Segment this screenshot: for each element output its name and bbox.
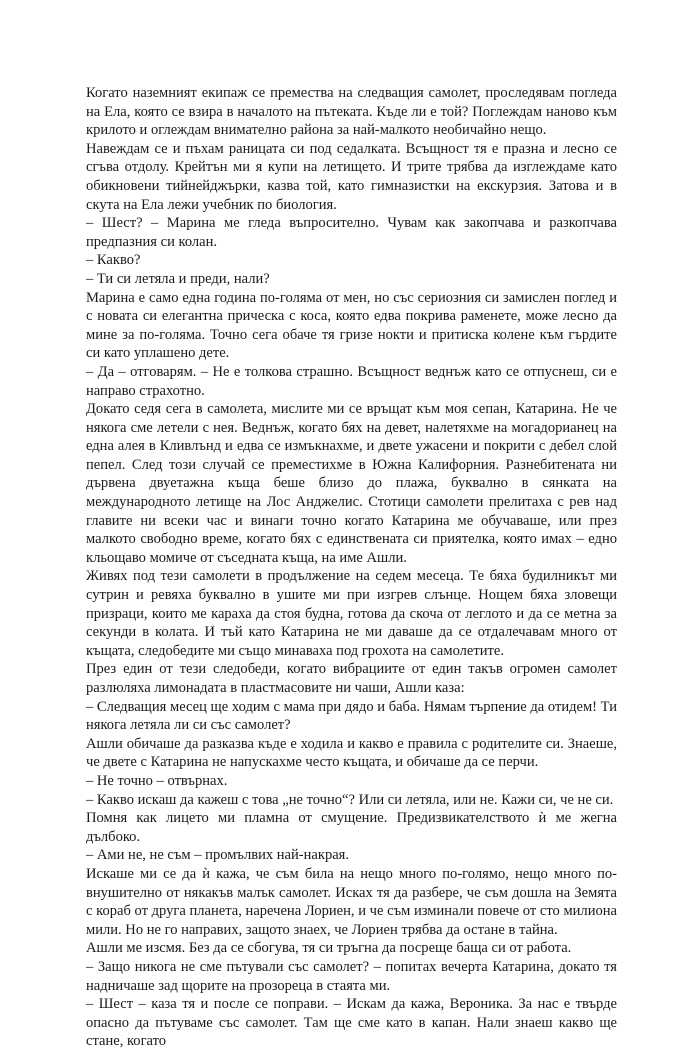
paragraph: – Какво искаш да кажеш с това „не точно“? Или си летяла, или не. Кажи си, че не си. xyxy=(86,791,614,808)
paragraph: Ашли обичаше да разказва къде е ходила и какво е правила с родителите си. Знаеше, че двете с Катарина не напускахме често къщата, и обичаше да се перчи. xyxy=(86,735,617,771)
body-text xyxy=(86,84,617,1051)
paragraph: – Ти си летяла и преди, нали? xyxy=(86,270,270,287)
paragraph: Ашли ме изсмя. Без да се сбогува, тя си тръгна да посреще баща си от работа. xyxy=(86,940,572,957)
paragraph: Навеждам се и пъхам раницата си под седалката. Всъщност тя е празна и лесно се сгъва отдолу. Крейтън ми я купи на летището. И трите трябва да изглеждаме като обикновени тийнейджърки, казва той, като гимназистки на екскурзия. Затова и в скута на Ела лежи учебник по биология. xyxy=(86,140,617,213)
paragraph: – Следващия месец ще ходим с мама при дядо и баба. Нямам търпение да отидем! Ти някога летяла ли си със самолет? xyxy=(86,698,617,734)
paragraph: – Шест? – Марина ме гледа въпросително. Чувам как закопчава и разкопчава предпазния си колан. xyxy=(86,215,617,250)
paragraph: Помня как лицето ми пламна от смущение. Предизвикателството ѝ ме жегна дълбоко. xyxy=(86,810,617,845)
paragraph: – Защо никога не сме пътували със самолет? – попитах вечерта Катарина, докато тя надничаше зад щорите на прозореца в стаята ми. xyxy=(86,958,617,994)
paragraph: Когато наземният екипаж се премества на следващия самолет, проследявам погледа на Ела, която се взира в началото на пътеката. Къде ли е той? Поглеждам наново към крилото и оглеждам внимателно района за най-малкото необичайно нещо. xyxy=(86,85,617,139)
paragraph: – Не точно – отвърнах. xyxy=(86,772,228,789)
paragraph: Докато седя сега в самолета, мислите ми се връщат към моя сепан, Катарина. Не че някога сме летели с нея. Веднъж, когато бях на девет, налетяхме на могадорианец на една алея в Кливлънд и едва се измъкнахме, и двете ужасени и покрити с дебел слой пепел. След този случай се преместихме в Южна Калифорния. Разнебитената ни дървена двуетажна къща беше близо до плажа, буквално в сянката на международното летище на Лос Анджелис. Стотици самолети прелитаха с рев над главите ни всеки час и винаги точно когато Катарина ме обучаваше, или през малкото свободно време, когато бях с единствената си приятелка, която имах – едно кльощаво момиче от съседната къща, на име Ашли. xyxy=(86,401,617,566)
paragraph: – Какво? xyxy=(86,252,141,269)
paragraph: Искаше ми се да ѝ кажа, че съм била на нещо много по-голямо, нещо много по-внушително от някакъв малък самолет. Исках тя да разбере, че съм дошла на Земята с кораб от друга планета, наречена Лориен, и че съм изминали повече от сто милиона мили. Но не го направих, защото знаех, че Лориен трябва да остане в тайна. xyxy=(86,865,617,938)
paragraph: Живях под тези самолети в продължение на седем месеца. Те бяха будилникът ми сутрин и ревяха буквално в ушите ми при изгрев слънце. Нощем бяха зловещи призраци, които ме караха да стоя будна, готова да скоча от леглото и да се метна за секунди в колата. И тъй като Катарина не ми даваше да се отдалечавам много от къщата, следобедите ми също минаваха под грохота на самолетите. xyxy=(86,568,617,659)
paragraph: През един от тези следобеди, когато вибрациите от един такъв огромен самолет разлюляха лимонадата в пластмасовите ни чаши, Ашли каза: xyxy=(86,661,617,696)
paragraph: – Да – отговарям. – Не е толкова страшно. Всъщност веднъж като се отпуснеш, си е направо страхотно. xyxy=(86,363,617,399)
paragraph: Марина е само една година по-голяма от мен, но със сериозния си замислен поглед и с новата си елегантна прическа с коса, която едва покрива раменете, може лесно да мине за по-голяма. Точно сега обаче тя гризе нокти и притиска колене към гърдите си като уплашено дете. xyxy=(86,289,617,362)
paragraph: – Шест – каза тя и после се поправи. – Искам да кажа, Вероника. За нас е твърде опасно да пътуваме със самолет. Там ще сме като в капан. Нали знаеш какво ще стане, когато xyxy=(86,996,617,1050)
paragraph: – Ами не, не съм – промълвих най-накрая. xyxy=(86,847,350,864)
